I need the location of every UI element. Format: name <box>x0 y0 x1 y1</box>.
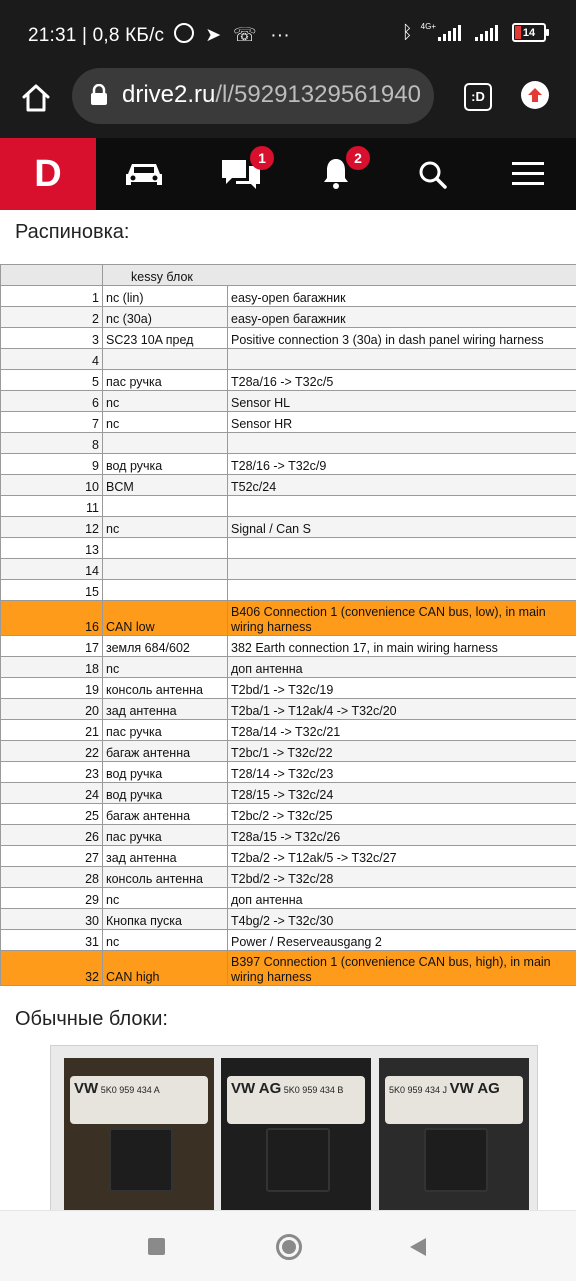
connection-cell: T2ba/1 -> T12ak/4 -> T32c/20 <box>228 699 576 720</box>
pin-number-cell: 32 <box>1 951 103 986</box>
drive2-logo[interactable]: D <box>0 138 96 210</box>
table-row <box>1 825 576 846</box>
signal-name-cell <box>103 349 228 370</box>
connection-cell: T2bd/2 -> T32c/28 <box>228 867 576 888</box>
browser-toolbar <box>0 66 576 138</box>
signal-name-cell: багаж антенна <box>103 741 228 762</box>
table-row <box>1 657 576 678</box>
system-nav-bar <box>0 1210 576 1281</box>
photo-part-b: 5K0 959 434 B <box>284 1085 344 1095</box>
bluetooth-icon: ᛒ <box>402 22 413 43</box>
signal-name-cell: пас ручка <box>103 825 228 846</box>
signal-name-cell <box>103 496 228 517</box>
signal-name-cell: nc (30a) <box>103 307 228 328</box>
connection-cell: T2ba/2 -> T12ak/5 -> T32c/27 <box>228 846 576 867</box>
signal-name-cell: nc <box>103 930 228 951</box>
pin-number-cell: 17 <box>1 636 103 657</box>
connection-cell: T28a/16 -> T32c/5 <box>228 370 576 391</box>
connection-cell: B406 Connection 1 (convenience CAN bus, low), in main wiring harness <box>228 601 576 636</box>
table-row <box>1 307 576 328</box>
signal-name-cell: nc <box>103 888 228 909</box>
photo-part-a: 5K0 959 434 A <box>101 1085 160 1095</box>
connection-cell <box>228 538 576 559</box>
pin-number-cell: 5 <box>1 370 103 391</box>
pin-number-cell: 1 <box>1 286 103 307</box>
photo-brand-c: VW AG <box>450 1080 500 1097</box>
connection-cell <box>228 580 576 601</box>
connector-a <box>109 1128 173 1192</box>
pin-number-cell: 7 <box>1 412 103 433</box>
table-header-cell <box>1 265 103 286</box>
photo-brand-b: VW AG <box>231 1080 281 1097</box>
connection-cell: T2bc/1 -> T32c/22 <box>228 741 576 762</box>
home-button-inner <box>282 1240 296 1254</box>
network-speed: 0,8 КБ/с <box>93 25 165 46</box>
signal-icon-2 <box>475 25 498 41</box>
table-row <box>1 678 576 699</box>
signal-name-cell: nc <box>103 412 228 433</box>
signal-name-cell: SC23 10A пред <box>103 328 228 349</box>
section-title-regular-blocks: Обычные блоки: <box>15 1008 168 1031</box>
table-row <box>1 720 576 741</box>
table-row <box>1 846 576 867</box>
pin-number-cell: 22 <box>1 741 103 762</box>
pin-number-cell: 12 <box>1 517 103 538</box>
connection-cell: T2bc/2 -> T32c/25 <box>228 804 576 825</box>
table-row <box>1 391 576 412</box>
connection-cell: T52c/24 <box>228 475 576 496</box>
pin-number-cell: 31 <box>1 930 103 951</box>
url-host: drive2.ru <box>122 81 215 108</box>
site-nav <box>0 138 576 210</box>
section-title-pinout: Распиновка: <box>15 221 129 244</box>
signal-name-cell: nc (lin) <box>103 286 228 307</box>
table-row <box>1 741 576 762</box>
pin-number-cell: 30 <box>1 909 103 930</box>
network-type-label: 4G+ <box>421 22 436 31</box>
table-row <box>1 699 576 720</box>
search-icon[interactable] <box>418 160 448 190</box>
table-row <box>1 762 576 783</box>
table-row <box>1 349 576 370</box>
missed-call-icon: ☏ <box>233 25 257 46</box>
table-row <box>1 783 576 804</box>
address-bar[interactable] <box>72 68 434 124</box>
signal-name-cell <box>103 559 228 580</box>
pinout-table <box>0 264 576 986</box>
pin-number-cell: 2 <box>1 307 103 328</box>
connection-cell <box>228 349 576 370</box>
table-row <box>1 636 576 657</box>
photo-label-b <box>227 1076 365 1124</box>
table-row <box>1 601 576 636</box>
connection-cell: Sensor HR <box>228 412 576 433</box>
photo-block-a[interactable] <box>64 1058 214 1217</box>
pin-number-cell: 27 <box>1 846 103 867</box>
signal-name-cell: консоль антенна <box>103 678 228 699</box>
pin-number-cell: 13 <box>1 538 103 559</box>
signal-name-cell: вод ручка <box>103 783 228 804</box>
home-icon[interactable] <box>20 82 52 114</box>
signal-name-cell: nc <box>103 657 228 678</box>
url-text <box>122 81 421 109</box>
connection-cell <box>228 559 576 580</box>
tabs-button[interactable]: :D <box>464 83 492 111</box>
table-row <box>1 496 576 517</box>
pin-number-cell: 26 <box>1 825 103 846</box>
pin-number-cell: 16 <box>1 601 103 636</box>
table-row <box>1 517 576 538</box>
pin-number-cell: 19 <box>1 678 103 699</box>
pin-number-cell: 23 <box>1 762 103 783</box>
connection-cell: easy-open багажник <box>228 286 576 307</box>
connection-cell <box>228 496 576 517</box>
signal-name-cell: зад антенна <box>103 846 228 867</box>
pin-number-cell: 3 <box>1 328 103 349</box>
photo-part-c: 5K0 959 434 J <box>389 1085 447 1095</box>
table-row <box>1 909 576 930</box>
connection-cell: easy-open багажник <box>228 307 576 328</box>
pin-number-cell: 24 <box>1 783 103 804</box>
pin-number-cell: 14 <box>1 559 103 580</box>
connection-cell: B397 Connection 1 (convenience CAN bus, high), in main wiring harness <box>228 951 576 986</box>
connection-cell: T28/16 -> T32c/9 <box>228 454 576 475</box>
pin-number-cell: 18 <box>1 657 103 678</box>
pin-number-cell: 10 <box>1 475 103 496</box>
photo-label-c <box>385 1076 523 1124</box>
table-header-title: kessy блок <box>103 265 576 286</box>
connection-cell: T28/15 -> T32c/24 <box>228 783 576 804</box>
connection-cell: Signal / Can S <box>228 517 576 538</box>
battery-icon: 14 <box>512 23 546 42</box>
signal-name-cell: пас ручка <box>103 720 228 741</box>
signal-name-cell: CAN high <box>103 951 228 986</box>
pin-number-cell: 21 <box>1 720 103 741</box>
home-button[interactable] <box>276 1234 302 1260</box>
signal-name-cell <box>103 538 228 559</box>
connection-cell: 382 Earth connection 17, in main wiring harness <box>228 636 576 657</box>
table-row <box>1 867 576 888</box>
connection-cell <box>228 433 576 454</box>
pin-number-cell: 29 <box>1 888 103 909</box>
signal-name-cell: nc <box>103 517 228 538</box>
lock-icon <box>90 84 108 106</box>
signal-name-cell <box>103 580 228 601</box>
viber-icon <box>174 23 194 43</box>
messages-badge: 1 <box>250 146 274 170</box>
status-time-speed: 21:31 | 0,8 КБ/с ➤ ☏ ··· <box>28 23 290 47</box>
status-bar <box>0 0 576 66</box>
connection-cell: доп антенна <box>228 888 576 909</box>
connector-c <box>424 1128 488 1192</box>
signal-name-cell: консоль антенна <box>103 867 228 888</box>
connection-cell: доп антенна <box>228 657 576 678</box>
recents-button[interactable] <box>148 1238 165 1255</box>
photo-block-c[interactable] <box>379 1058 529 1217</box>
signal-name-cell: nc <box>103 391 228 412</box>
pin-number-cell: 20 <box>1 699 103 720</box>
signal-icon-1 <box>438 25 461 41</box>
signal-name-cell: пас ручка <box>103 370 228 391</box>
clock: 21:31 <box>28 25 77 46</box>
signal-name-cell: вод ручка <box>103 762 228 783</box>
connection-cell: Sensor HL <box>228 391 576 412</box>
connection-cell: T4bg/2 -> T32c/30 <box>228 909 576 930</box>
car-icon[interactable] <box>122 158 166 190</box>
pin-number-cell: 11 <box>1 496 103 517</box>
notifications-badge: 2 <box>346 146 370 170</box>
table-row <box>1 580 576 601</box>
table-row <box>1 951 576 986</box>
signal-name-cell <box>103 433 228 454</box>
table-row <box>1 286 576 307</box>
menu-icon[interactable] <box>512 160 544 188</box>
table-header-row <box>1 265 576 286</box>
telegram-icon: ➤ <box>205 25 221 46</box>
table-row <box>1 559 576 580</box>
photo-block-b[interactable] <box>221 1058 371 1217</box>
connector-b <box>266 1128 330 1192</box>
signal-name-cell: вод ручка <box>103 454 228 475</box>
table-row <box>1 538 576 559</box>
connection-cell: T28a/14 -> T32c/21 <box>228 720 576 741</box>
update-icon[interactable] <box>521 81 549 109</box>
pin-number-cell: 9 <box>1 454 103 475</box>
connection-cell: T28/14 -> T32c/23 <box>228 762 576 783</box>
table-row <box>1 888 576 909</box>
pin-number-cell: 28 <box>1 867 103 888</box>
photo-label-a <box>70 1076 208 1124</box>
photo-brand-a: VW <box>74 1080 98 1097</box>
pin-number-cell: 25 <box>1 804 103 825</box>
pin-number-cell: 4 <box>1 349 103 370</box>
table-row <box>1 454 576 475</box>
signal-name-cell: Кнопка пуска <box>103 909 228 930</box>
url-path: /l/59291329561940 <box>215 81 421 108</box>
signal-name-cell: зад антенна <box>103 699 228 720</box>
connection-cell: T28a/15 -> T32c/26 <box>228 825 576 846</box>
signal-name-cell: BCM <box>103 475 228 496</box>
table-row <box>1 328 576 349</box>
signal-name-cell: багаж антенна <box>103 804 228 825</box>
signal-name-cell: земля 684/602 <box>103 636 228 657</box>
pin-number-cell: 15 <box>1 580 103 601</box>
pin-number-cell: 8 <box>1 433 103 454</box>
table-row <box>1 370 576 391</box>
connection-cell: Positive connection 3 (30a) in dash panel wiring harness <box>228 328 576 349</box>
photo-gallery[interactable] <box>50 1045 538 1217</box>
table-row <box>1 412 576 433</box>
back-icon[interactable] <box>408 1236 428 1258</box>
connection-cell: Power / Reserveausgang 2 <box>228 930 576 951</box>
signal-name-cell: CAN low <box>103 601 228 636</box>
more-notifications-icon: ··· <box>270 25 290 46</box>
connection-cell: T2bd/1 -> T32c/19 <box>228 678 576 699</box>
pin-number-cell: 6 <box>1 391 103 412</box>
table-row <box>1 475 576 496</box>
table-row <box>1 433 576 454</box>
table-row <box>1 930 576 951</box>
table-row <box>1 804 576 825</box>
